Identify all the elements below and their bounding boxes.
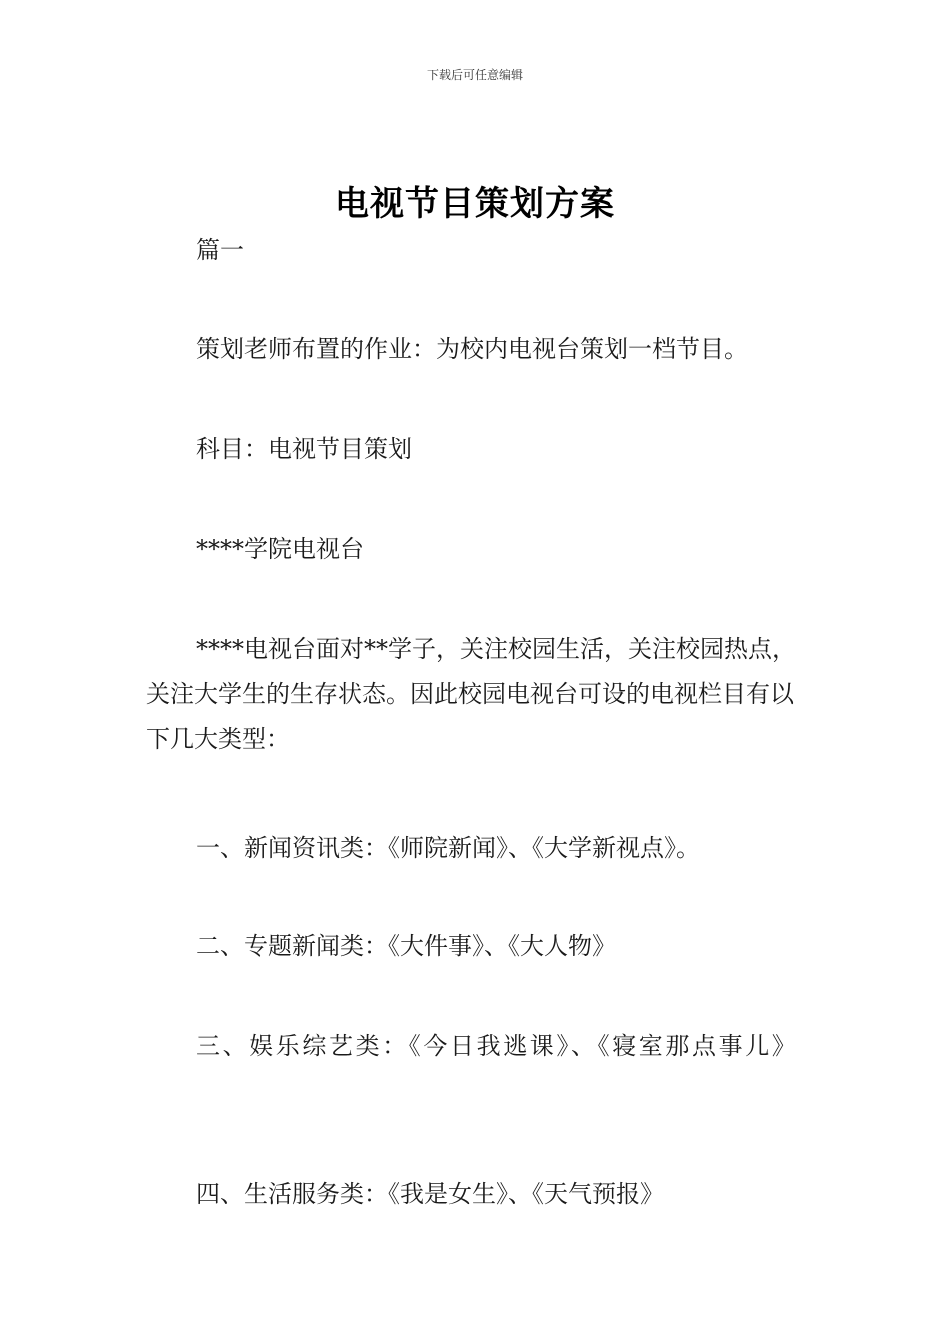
paragraph-intro: ****电视台面对**学子，关注校园生活，关注校园热点，关注大学生的生存状态。因此校园电视台可设的电视栏目有以下几大类型：: [146, 635, 796, 753]
paragraph-assignment: 策划老师布置的作业：为校内电视台策划一档节目。: [196, 335, 748, 363]
paragraph-category-entertainment: 三、娱乐综艺类：《今日我逃课》、《寝室那点事儿》: [196, 1032, 799, 1060]
section-label: 篇一: [196, 236, 244, 264]
paragraph-category-lifestyle: 四、生活服务类：《我是女生》、《天气预报》: [196, 1180, 664, 1208]
paragraph-subject: 科目：电视节目策划: [196, 435, 412, 463]
page-header-note: 下载后可任意编辑: [426, 68, 523, 82]
paragraph-category-feature: 二、专题新闻类：《大件事》、《大人物》: [196, 932, 616, 960]
document-title: 电视节目策划方案: [335, 184, 615, 224]
paragraph-station: ****学院电视台: [196, 535, 364, 563]
paragraph-category-news: 一、新闻资讯类：《师院新闻》、《大学新视点》。: [196, 834, 700, 862]
